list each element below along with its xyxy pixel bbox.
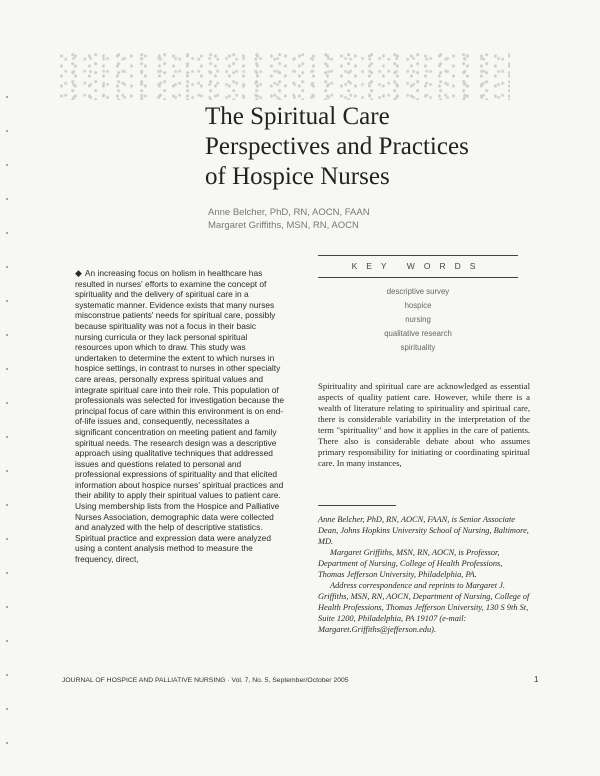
author-name: Margaret Griffiths, MSN, RN, AOCN bbox=[208, 220, 359, 231]
keywords-heading: KEY WORDS bbox=[351, 261, 485, 271]
title-line: Perspectives and Practices bbox=[205, 133, 469, 160]
author-affiliations bbox=[318, 514, 530, 635]
intro-paragraph: Spirituality and spiritual care are acknowledged as essential aspects of quality patient care. However, while there is a wealth of literature relating to spirituality and spiritual care, there is considerable variability in the interpretation of the term "spirituality" and how it applies in the care of patients. There also is considerable debate about who assumes primary responsibility for initiating or coordinating spiritual care. In many instances, bbox=[318, 381, 530, 468]
page-number: 1 bbox=[534, 675, 539, 684]
keyword: hospice bbox=[404, 301, 432, 310]
author-name: Anne Belcher, PhD, RN, AOCN, FAAN bbox=[208, 207, 370, 218]
keyword: descriptive survey bbox=[386, 287, 450, 296]
affiliation-note: Anne Belcher, PhD, RN, AOCN, FAAN, is Senior Associate Dean, Johns Hopkins University School of Nursing, Baltimore, MD. bbox=[318, 515, 529, 546]
keyword: spirituality bbox=[400, 343, 436, 352]
abstract-text: An increasing focus on holism in healthcare has resulted in nurses' efforts to examine the concept of spirituality and the delivery of spiritual care in a systematic manner. Evidence exists that many nurses misconstrue patients' needs for spiritual care, possibly because spirituality was not a focus in their basic nursing curricula or they lack personal spiritual resources upon which to draw. This study was undertaken to determine the extent to which nurses in hospice settings, in contrast to nurses in other specialty care areas, personally express spiritual values and integrate spiritual care into their role. This population of professionals was selected for investigation because the principal focus of care within this environment is on end-of-life issues and, consequently, necessitates a significant concentration on meeting patient and family spiritual needs. The research design was a descriptive approach using qualitative techniques that addressed issues and questions related to personal and professional expressions of spirituality and that elicited information about hospice nurses' spiritual practices and their ability to apply their spiritual values to patient care. Using membership lists from the Hospice and Palliative Nurses Association, demographic data were collected and analyzed with the help of descriptive statistics. Spiritual practice and expression data were analyzed using a content analysis method to measure the frequency, direct, bbox=[75, 268, 285, 565]
footnote-divider bbox=[318, 505, 396, 506]
title-line: The Spiritual Care bbox=[205, 103, 390, 130]
diamond-bullet-icon: ◆ bbox=[75, 268, 82, 278]
scan-edge-marks bbox=[4, 80, 10, 760]
keywords-list bbox=[318, 285, 518, 355]
author-list bbox=[208, 206, 508, 232]
keywords-bottom-rule bbox=[318, 277, 518, 278]
keyword: nursing bbox=[405, 315, 431, 324]
correspondence-note: Address correspondence and reprints to Margaret J. Griffiths, MSN, RN, AOCN, Department of Nursing, College of Health Professions, Thomas Jefferson University, 130 S 9th St, Suite 1200, Philadelphia, PA 19107 (e-mail: Margaret.Griffiths@jefferson.edu). bbox=[318, 581, 530, 634]
title-line: of Hospice Nurses bbox=[205, 163, 390, 190]
keyword: qualitative research bbox=[384, 329, 452, 338]
article-title bbox=[205, 102, 535, 192]
journal-footer: JOURNAL OF HOSPICE AND PALLIATIVE NURSING · Vol. 7, No. 5, September/October 2005 bbox=[62, 677, 349, 684]
affiliation-note: Margaret Griffiths, MSN, RN, AOCN, is Professor, Department of Nursing, College of Health Professions, Thomas Jefferson University, Philadelphia, PA. bbox=[318, 548, 503, 579]
abstract bbox=[75, 268, 285, 565]
keywords-top-rule bbox=[318, 255, 518, 256]
scan-artifact bbox=[60, 52, 510, 100]
